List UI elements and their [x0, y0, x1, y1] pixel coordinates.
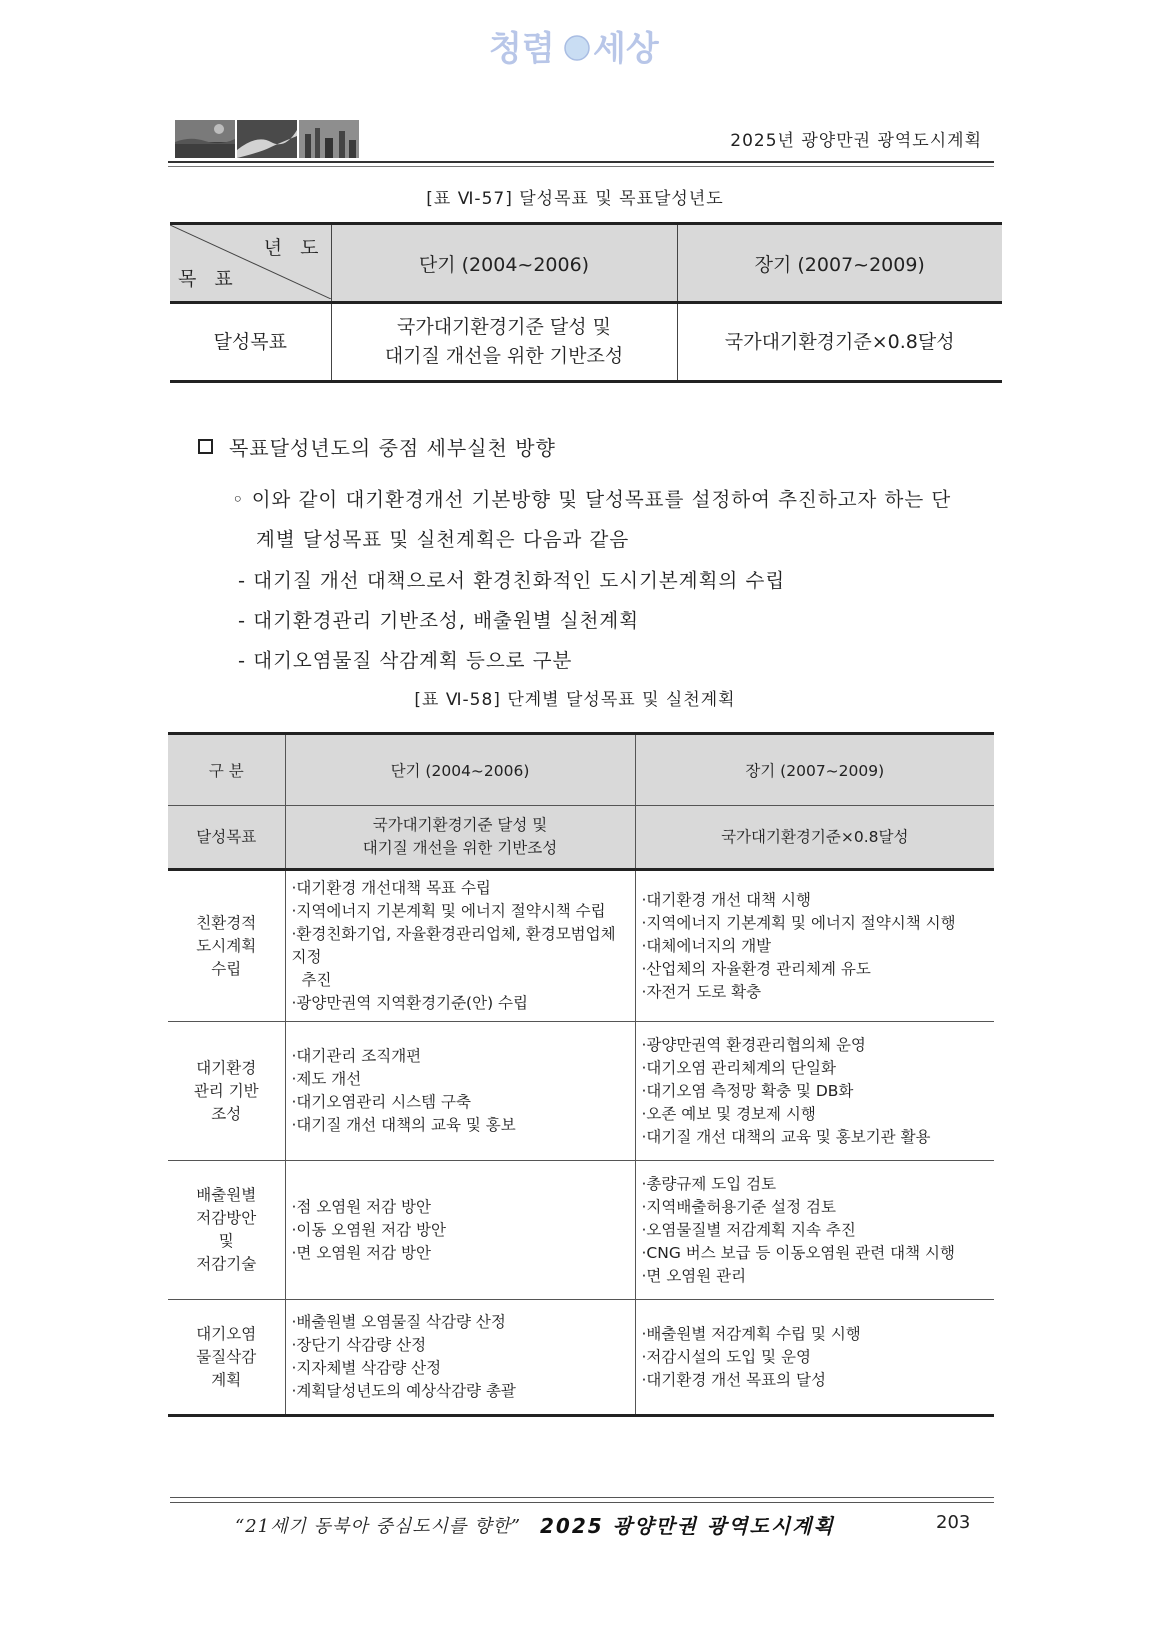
- table-row: [168, 870, 994, 1022]
- paragraph-line-1: ◦ 이와 같이 대기환경개선 기본방향 및 달성목표를 설정하여 추진하고자 하는 단: [232, 488, 952, 511]
- goal-row-label: 달성목표: [170, 303, 331, 382]
- long-term-actions: ·총량규제 도입 검토 ·지역배출허용기준 설정 검토 ·오염물질별 저감계획 지속 추진 ·CNG 버스 보급 등 이동오염원 관련 대책 시행 ·면 오염원 관리: [635, 1161, 994, 1300]
- footer-title: 2025 광양만권 광역도시계획: [540, 1514, 835, 1538]
- table-row: [168, 1022, 994, 1161]
- table2-caption: [표 Ⅵ-58] 단계별 달성목표 및 실천계획: [414, 690, 736, 710]
- header-photo-sky: [175, 120, 235, 158]
- row-label: 배출원별 저감방안 및 저감기술: [168, 1161, 285, 1300]
- short-term-actions: ·배출원별 오염물질 삭감량 산정 ·장단기 삭감량 산정 ·지자체별 삭감량 산정 ·계획달성년도의 예상삭감량 총괄: [285, 1300, 635, 1416]
- goal-short-term: 국가대기환경기준 달성 및 대기질 개선을 위한 기반조성: [285, 806, 635, 870]
- table-row: [168, 1161, 994, 1300]
- header-short-term: 단기 (2004~2006): [331, 224, 677, 303]
- header-long-term: 장기 (2007~2009): [635, 734, 994, 806]
- header-title: 2025년 광양만권 광역도시계획: [730, 131, 982, 151]
- footer-slogan: “21세기 동북아 중심도시를 향한”: [235, 1516, 522, 1537]
- goal-long-term: 국가대기환경기준×0.8달성: [635, 806, 994, 870]
- header-short-term: 단기 (2004~2006): [285, 734, 635, 806]
- header-photo-river: [237, 120, 297, 158]
- dash-item-2: - 대기환경관리 기반조성, 배출원별 실천계획: [238, 609, 640, 632]
- goal-short-term: 국가대기환경기준 달성 및 대기질 개선을 위한 기반조성: [331, 303, 677, 382]
- corner-year-label: 년 도: [263, 237, 325, 259]
- header-photo-city: [299, 120, 359, 158]
- logo-graphic: [485, 20, 665, 72]
- header-category: 구 분: [168, 734, 285, 806]
- footer-divider: [170, 1497, 994, 1503]
- row-label: 대기환경 관리 기반 조성: [168, 1022, 285, 1161]
- header-divider: [168, 161, 994, 167]
- long-term-actions: ·대기환경 개선 대책 시행 ·지역에너지 기본계획 및 에너지 절약시책 시행 ·대체에너지의 개발 ·산업체의 자율환경 관리체계 유도 ·자전거 도로 확충: [635, 870, 994, 1022]
- dash-item-3: - 대기오염물질 삭감계획 등으로 구분: [238, 649, 573, 672]
- svg-text:청렴: 청렴: [489, 29, 555, 69]
- short-term-actions: ·대기관리 조직개편 ·제도 개선 ·대기오염관리 시스템 구축 ·대기질 개선 대책의 교육 및 홍보: [285, 1022, 635, 1161]
- page-number: 203: [936, 1512, 971, 1533]
- table1-corner-cell: [170, 224, 331, 303]
- row-label: 친환경적 도시계획 수립: [168, 870, 285, 1022]
- table-row: [168, 1300, 994, 1416]
- paragraph-line-2: 계별 달성목표 및 실천계획은 다음과 같음: [256, 528, 630, 551]
- stage-plan-table: [168, 732, 994, 1417]
- svg-text:세상: 세상: [593, 29, 659, 69]
- logo-globe-icon: [565, 36, 589, 60]
- short-term-actions: ·점 오염원 저감 방안 ·이동 오염원 저감 방안 ·면 오염원 저감 방안: [285, 1161, 635, 1300]
- long-term-actions: ·배출원별 저감계획 수립 및 시행 ·저감시설의 도입 및 운영 ·대기환경 개선 목표의 달성: [635, 1300, 994, 1416]
- header-long-term: 장기 (2007~2009): [677, 224, 1002, 303]
- short-term-actions: ·대기환경 개선대책 목표 수립 ·지역에너지 기본계획 및 에너지 절약시책 수립 ·환경친화기업, 자율환경관리업체, 환경모범업체 지정 추진 ·광양만권역 지역환경기준(안) 수립: [285, 870, 635, 1022]
- dash-item-1: - 대기질 개선 대책으로서 환경친화적인 도시기본계획의 수립: [238, 569, 786, 592]
- table1-header-row: [170, 224, 1002, 303]
- goal-long-term: 국가대기환경기준×0.8달성: [677, 303, 1002, 382]
- table2-goal-row: [168, 806, 994, 870]
- corner-goal-label: 목 표: [178, 268, 239, 290]
- table1-goal-row: [170, 303, 1002, 382]
- section-heading: 목표달성년도의 중점 세부실천 방향: [198, 432, 556, 461]
- target-year-table: [170, 222, 1002, 383]
- table1-caption: [표 Ⅵ-57] 달성목표 및 목표달성년도: [426, 189, 724, 209]
- header-photo-strip: [175, 120, 359, 158]
- square-bullet-icon: [198, 439, 213, 454]
- page-header: [168, 120, 992, 162]
- logo: [0, 20, 1150, 76]
- goal-label: 달성목표: [168, 806, 285, 870]
- long-term-actions: ·광양만권역 환경관리협의체 운영 ·대기오염 관리체계의 단일화 ·대기오염 측정망 확충 및 DB화 ·오존 예보 및 경보제 시행 ·대기질 개선 대책의 교육 및 홍보기관 활용: [635, 1022, 994, 1161]
- table2-header-row: [168, 734, 994, 806]
- row-label: 대기오염 물질삭감 계획: [168, 1300, 285, 1416]
